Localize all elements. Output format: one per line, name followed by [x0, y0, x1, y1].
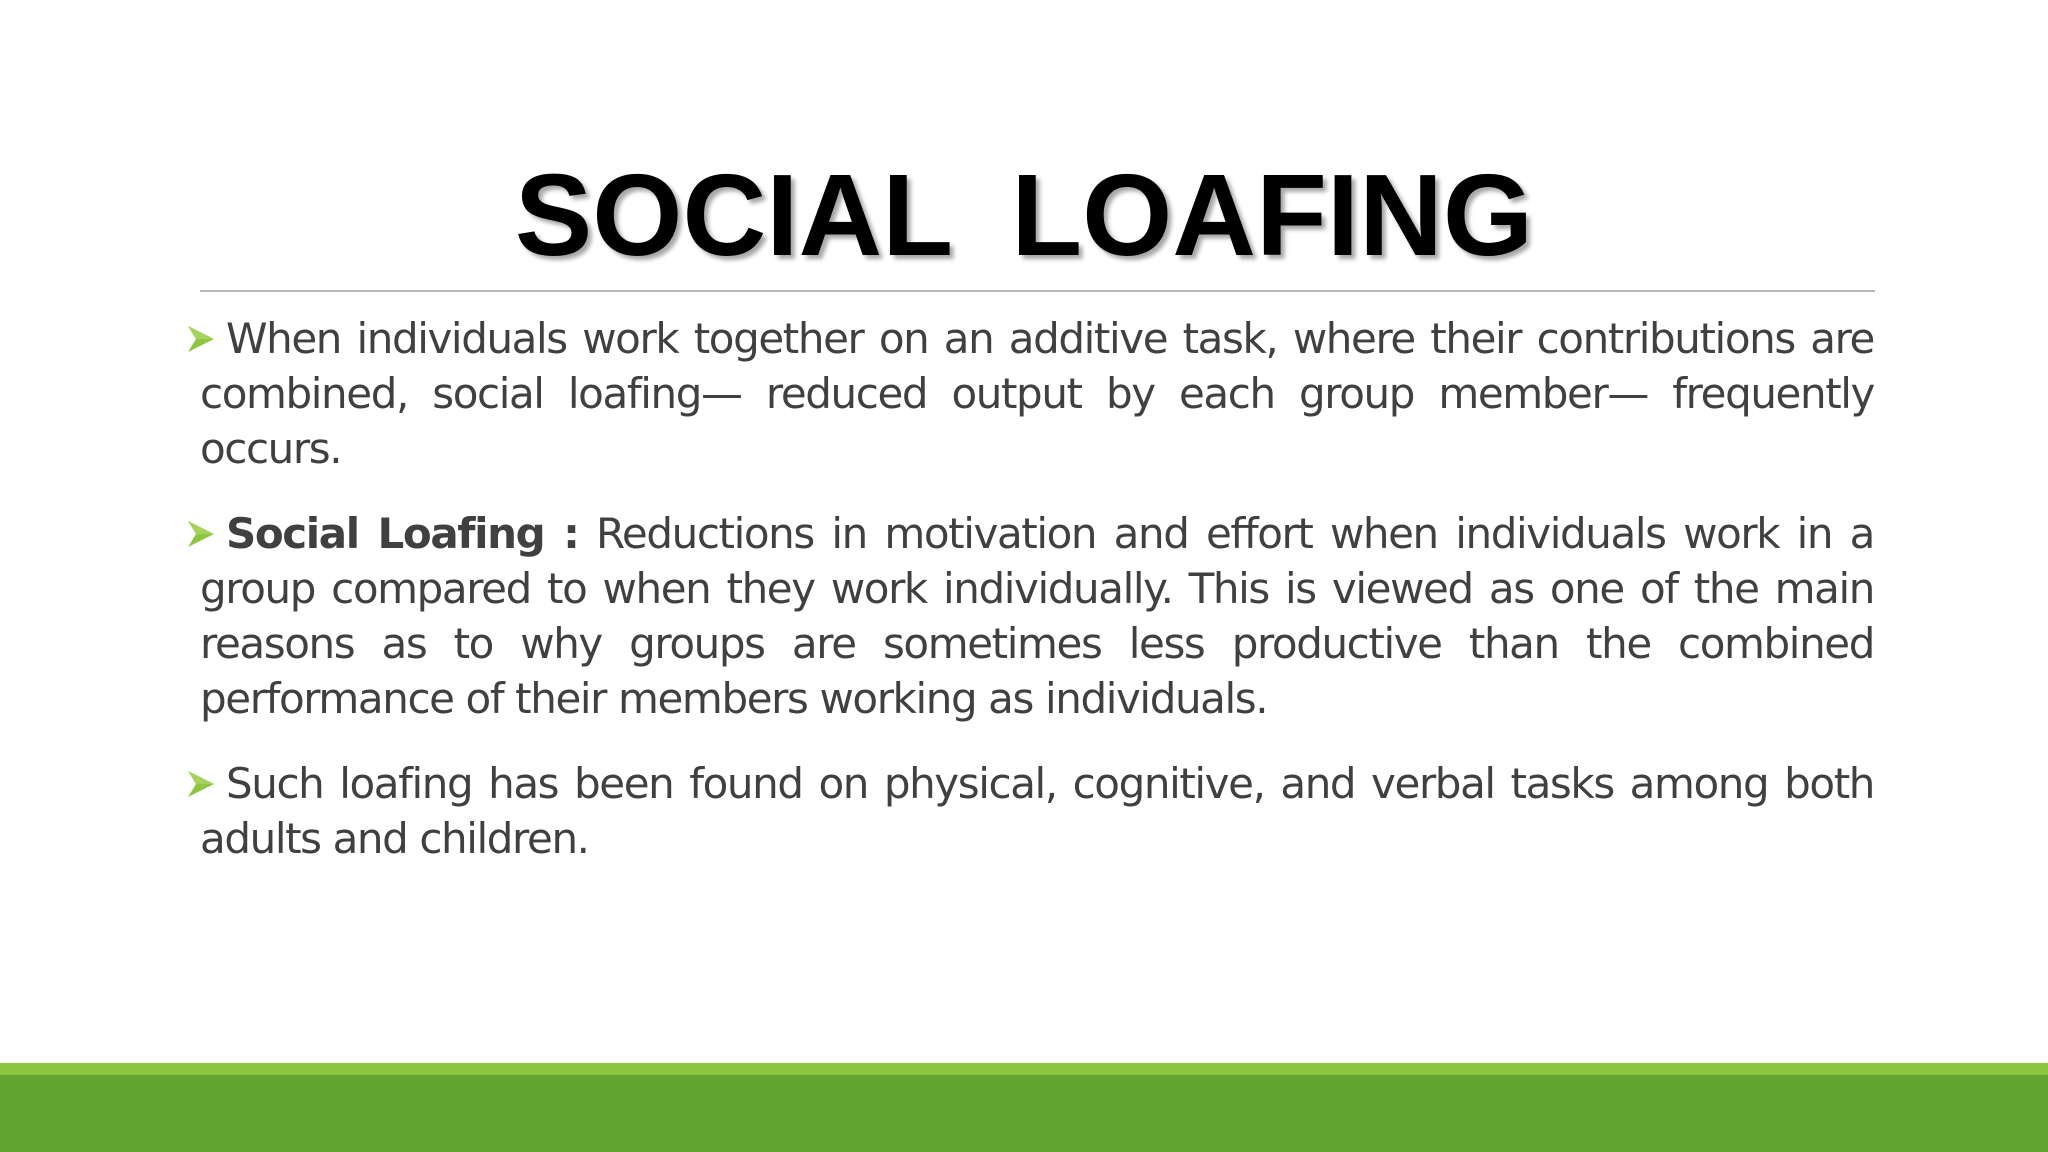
footer-bar: [0, 1075, 2048, 1152]
bullet-item: [200, 506, 1874, 726]
arrowhead-bullet-icon: [186, 519, 216, 549]
bullet-text: Reductions in motivation and effort when individuals work in a group compared to when they work individually. This is viewed as one of the main reasons as to why groups are sometimes less productive than the combined performance of their members working as individuals.: [200, 509, 1874, 723]
bullet-item: [200, 756, 1874, 866]
arrowhead-bullet-icon: [186, 324, 216, 354]
slide-content: [200, 311, 1874, 896]
bullet-text: When individuals work together on an additive task, where their contributions are combined, social loafing— reduced output by each group member— frequently occurs.: [200, 314, 1874, 473]
arrowhead-bullet-icon: [186, 769, 216, 799]
bullet-item: [200, 311, 1874, 476]
bullet-text: Such loafing has been found on physical, cognitive, and verbal tasks among both adults and children.: [200, 759, 1874, 863]
slide-title: SOCIAL LOAFING: [514, 150, 1534, 280]
bullet-term: Social Loafing :: [226, 509, 579, 558]
title-divider: [200, 290, 1875, 292]
footer-accent-stripe: [0, 1063, 2048, 1075]
